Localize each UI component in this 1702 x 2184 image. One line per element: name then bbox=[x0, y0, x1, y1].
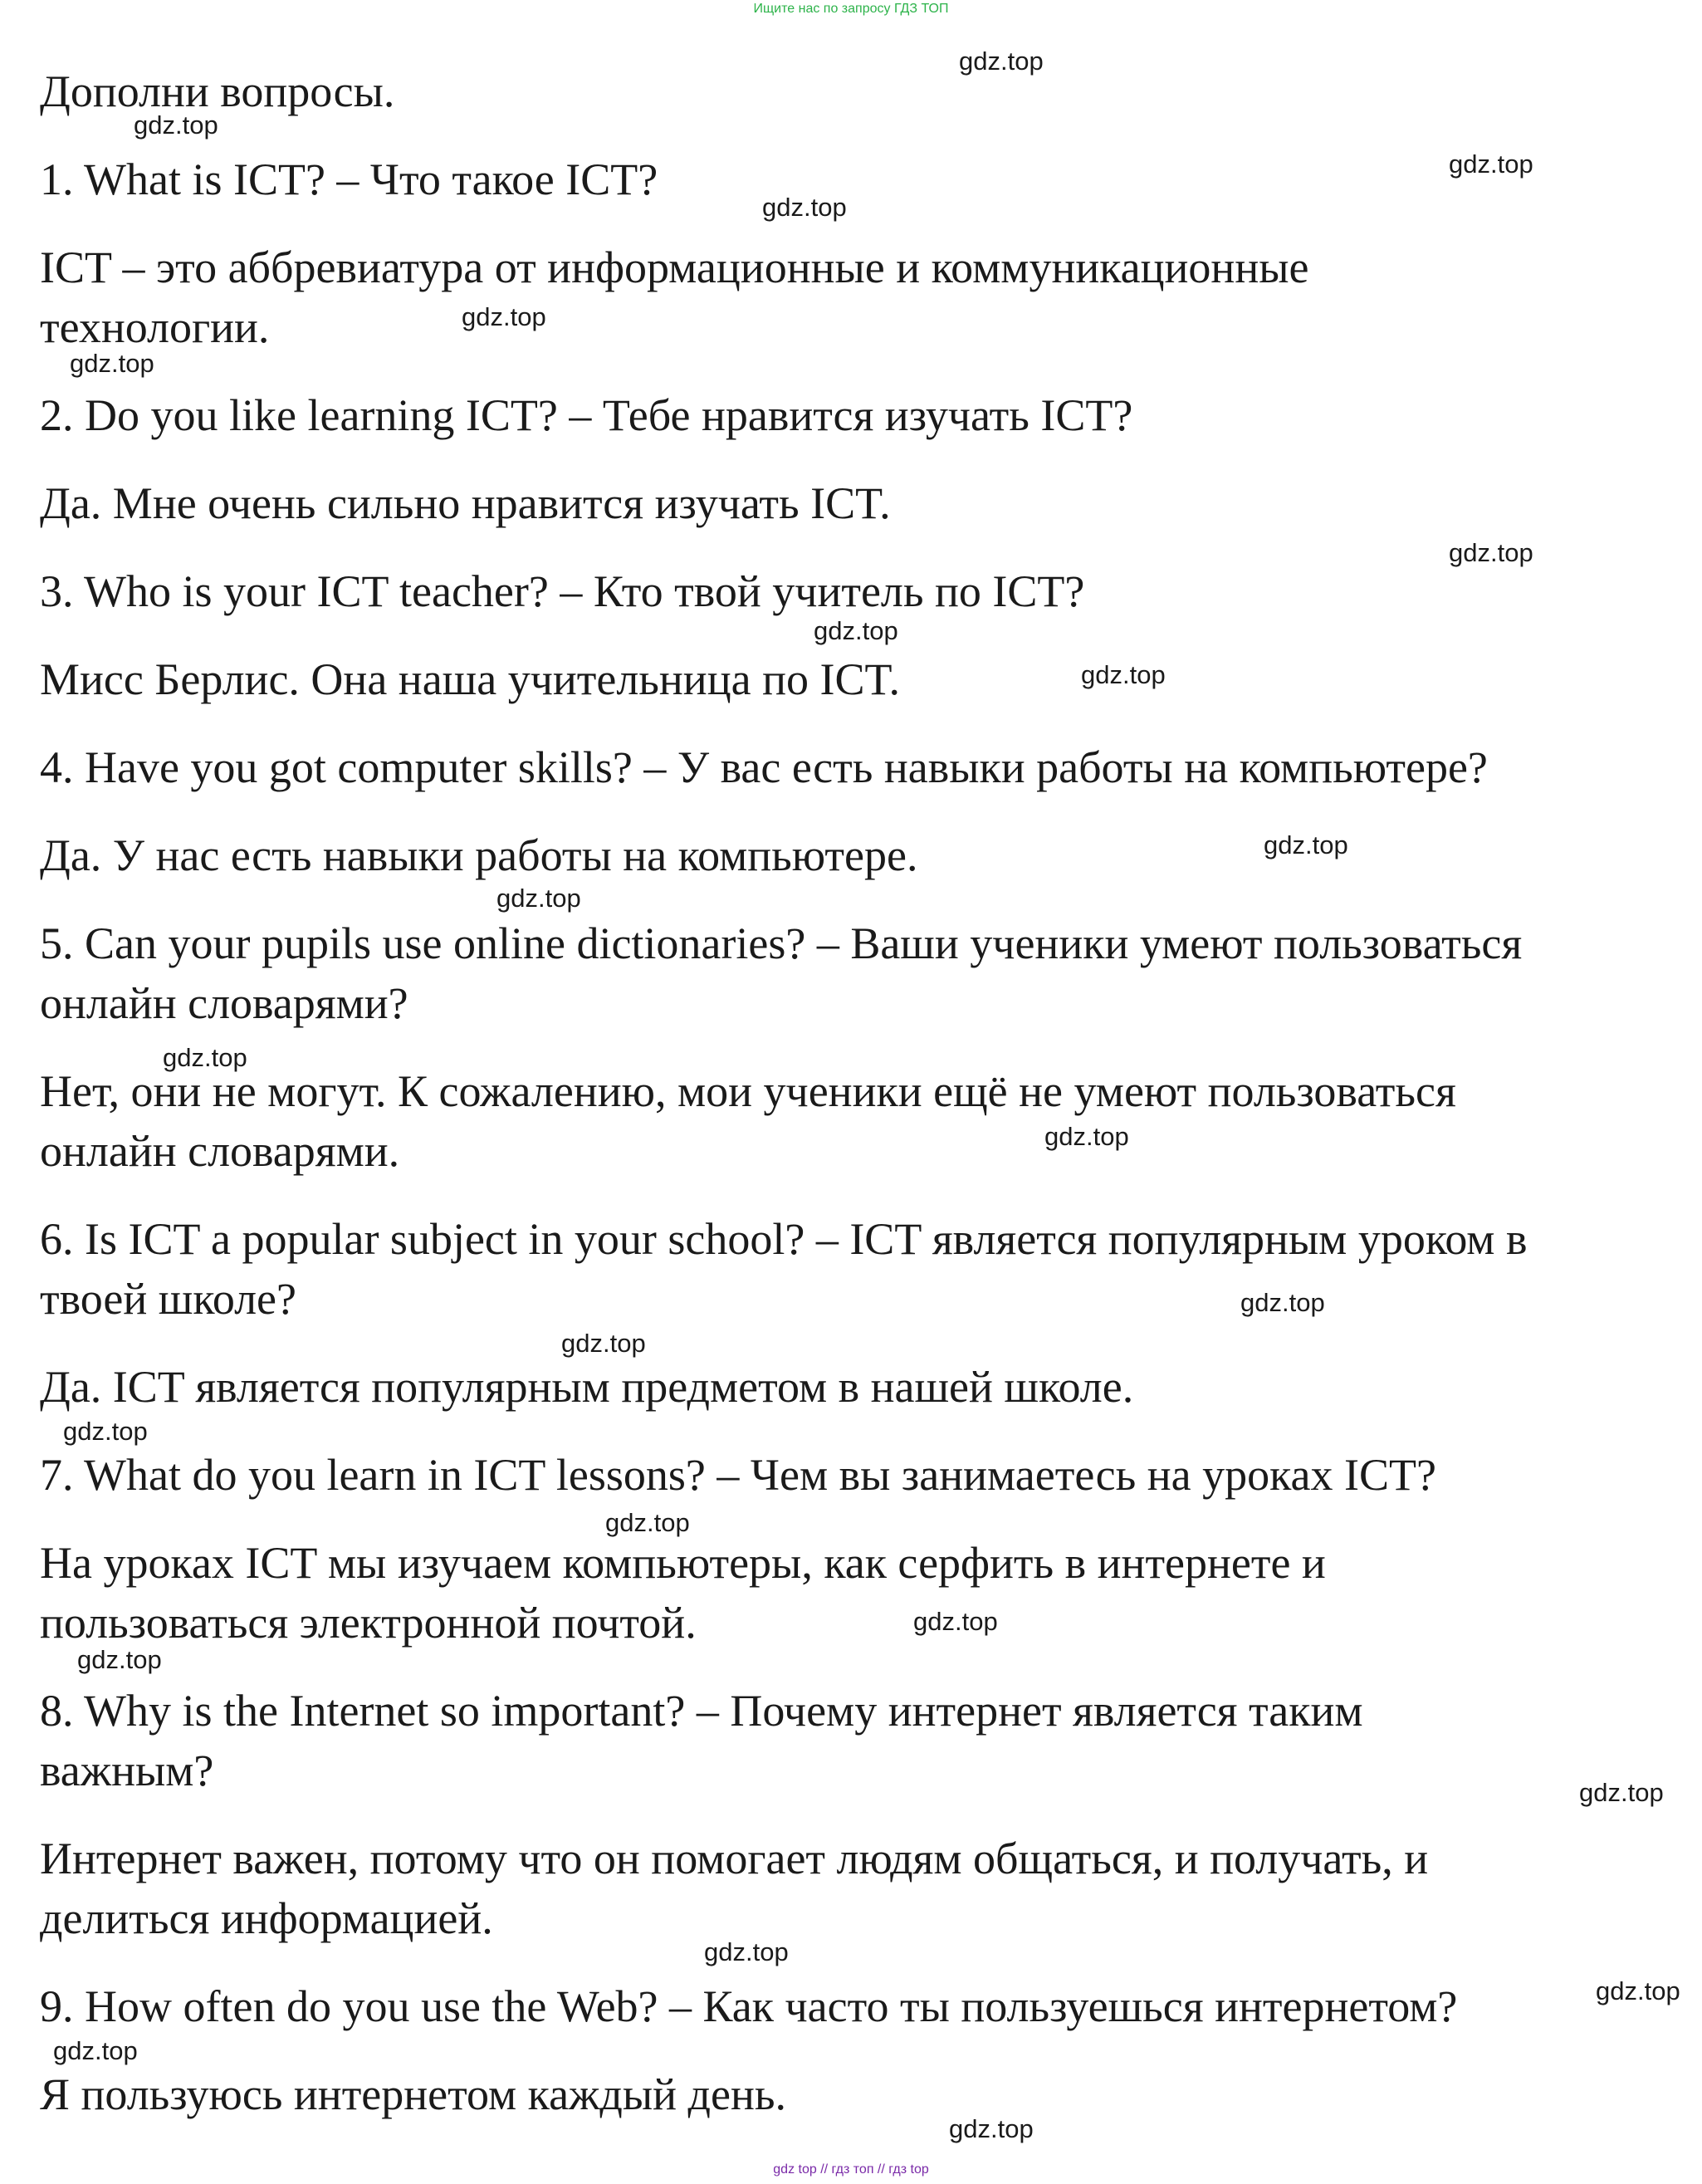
watermark: gdz.top bbox=[70, 349, 154, 378]
answer-line: Я пользуюсь интернетом каждый день. bbox=[40, 2069, 786, 2119]
watermark: gdz.top bbox=[1579, 1778, 1664, 1807]
watermark: gdz.top bbox=[762, 193, 847, 222]
answer-line: Да. ICT является популярным предметом в нашей школе. bbox=[40, 1362, 1134, 1412]
watermark: gdz.top bbox=[1449, 538, 1533, 567]
answer-line: ICT – это аббревиатура от информационные и коммуникационные bbox=[40, 242, 1309, 292]
question-line: 5. Can your pupils use online dictionaries? – Ваши ученики умеют пользоваться bbox=[40, 918, 1523, 968]
question-line: 6. Is ICT a popular subject in your school? – ICT является популярным уроком в bbox=[40, 1214, 1528, 1264]
watermark: gdz.top bbox=[163, 1043, 247, 1072]
question-line: 9. How often do you use the Web? – Как часто ты пользуешься интернетом? bbox=[40, 1981, 1458, 2031]
watermark: gdz.top bbox=[77, 1645, 162, 1674]
watermark: gdz.top bbox=[561, 1329, 646, 1358]
question-line: твоей школе? bbox=[40, 1274, 296, 1324]
watermark: gdz.top bbox=[1264, 830, 1348, 859]
answer-line: Интернет важен, потому что он помогает людям общаться, и получать, и bbox=[40, 1834, 1429, 1883]
watermark: gdz.top bbox=[462, 302, 546, 331]
answer-line: На уроках ICT мы изучаем компьютеры, как серфить в интернете и bbox=[40, 1538, 1326, 1588]
watermark: gdz.top bbox=[134, 110, 218, 140]
question-line: 3. Who is your ICT teacher? – Кто твой учитель по ICT? bbox=[40, 566, 1085, 616]
question-line: 2. Do you like learning ICT? – Тебе нравится изучать ICT? bbox=[40, 390, 1133, 440]
watermark: gdz.top bbox=[496, 884, 581, 913]
question-line: онлайн словарями? bbox=[40, 978, 408, 1028]
answer-line: делиться информацией. bbox=[40, 1893, 493, 1943]
watermark: gdz.top bbox=[704, 1937, 789, 1966]
top-banner: Ищите нас по запросу ГДЗ ТОП bbox=[753, 2, 949, 16]
watermark: gdz.top bbox=[949, 2114, 1034, 2143]
answer-line: Мисс Берлис. Она наша учительница по ICT. bbox=[40, 654, 900, 704]
answer-line: технологии. bbox=[40, 302, 270, 352]
watermark: gdz.top bbox=[913, 1607, 998, 1636]
watermark: gdz.top bbox=[1596, 1976, 1680, 2005]
watermark: gdz.top bbox=[1044, 1122, 1129, 1151]
question-line: 1. What is ICT? – Что такое ICT? bbox=[40, 154, 658, 204]
answer-line: Да. У нас есть навыки работы на компьютере. bbox=[40, 830, 918, 880]
watermark: gdz.top bbox=[605, 1508, 690, 1537]
watermark: gdz.top bbox=[1081, 660, 1166, 689]
answer-line: онлайн словарями. bbox=[40, 1126, 400, 1176]
question-line: 7. What do you learn in ICT lessons? – Чем вы занимаетесь на уроках ICT? bbox=[40, 1450, 1436, 1500]
answer-line: Да. Мне очень сильно нравится изучать ICT. bbox=[40, 478, 891, 528]
watermark: gdz.top bbox=[63, 1417, 148, 1446]
footer: gdz top // гдз топ // гдз top bbox=[773, 2162, 929, 2177]
watermark: gdz.top bbox=[959, 47, 1044, 76]
question-line: важным? bbox=[40, 1746, 214, 1795]
watermark: gdz.top bbox=[53, 2036, 138, 2065]
answer-line: пользоваться электронной почтой. bbox=[40, 1598, 697, 1648]
answer-line: Нет, они не могут. К сожалению, мои ученики ещё не умеют пользоваться bbox=[40, 1066, 1456, 1116]
question-line: 4. Have you got computer skills? – У вас есть навыки работы на компьютере? bbox=[40, 742, 1488, 792]
question-line: 8. Why is the Internet so important? – Почему интернет является таким bbox=[40, 1686, 1363, 1736]
watermark: gdz.top bbox=[1449, 149, 1533, 179]
watermark: gdz.top bbox=[814, 616, 898, 645]
document-title: Дополни вопросы. bbox=[40, 66, 395, 116]
watermark: gdz.top bbox=[1240, 1288, 1325, 1317]
